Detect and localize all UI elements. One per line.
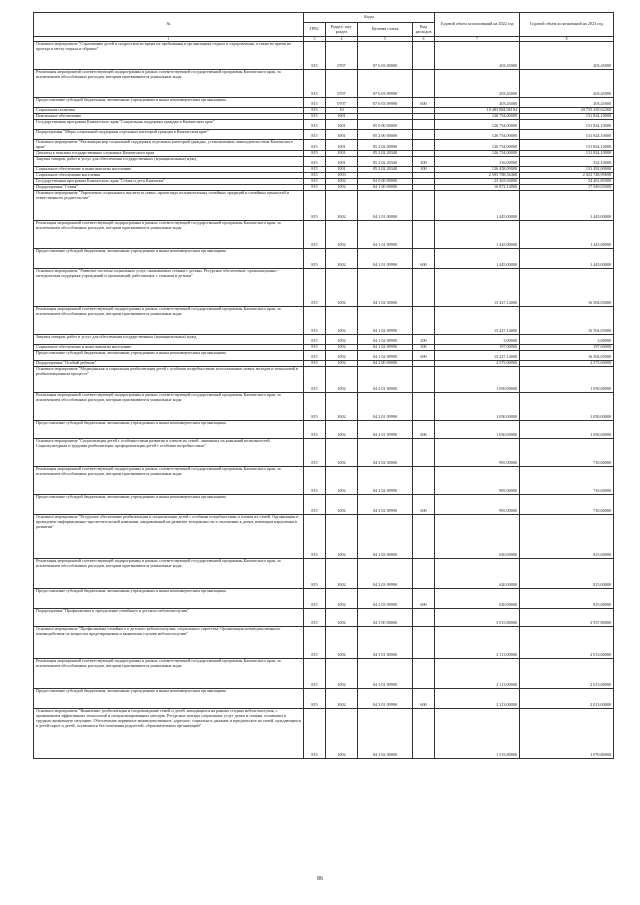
row-vr: 300	[413, 166, 435, 172]
row-vr: 600	[413, 350, 435, 360]
row-razdel: 1002	[326, 344, 358, 350]
row-csr: 04 2 03 09990	[358, 558, 413, 588]
table-row	[34, 438, 614, 466]
budget-table	[33, 12, 614, 759]
row-csr: 04 2 00 00000	[358, 360, 413, 366]
row-vr: 600	[413, 688, 435, 708]
row-grbs: 815	[304, 248, 326, 268]
row-grbs: 815	[304, 98, 326, 108]
header-grbs: ГРБС	[304, 23, 326, 37]
row-name: Предоставление субсидий бюджетным, автономным учреждениям и иным некоммерческим организациям	[34, 350, 304, 360]
row-amount-2023: 131 824,10000	[520, 114, 614, 120]
row-grbs: 815	[304, 708, 326, 758]
row-csr: 05 2 02 00000	[358, 140, 413, 151]
row-name: Государственная программа Камчатского края "Семья и дети Камчатки"	[34, 178, 304, 184]
row-grbs: 815	[304, 494, 326, 514]
row-grbs: 815	[304, 360, 326, 366]
row-amount-2022: 203,45000	[435, 42, 520, 70]
row-razdel: 1003	[326, 172, 358, 178]
row-name: Основное мероприятие "Ресурсное обеспечение реабилитации и социализации детей с особыми потребностями и членов их семей. Организация и проведение информационно-просветительской кампании, направленной на развитие толерантности к отношении к детям, имеющим нарушения в развитии"	[34, 514, 304, 558]
row-razdel: 1002	[326, 514, 358, 558]
row-vr	[413, 514, 435, 558]
row-amount-2023: 1 050,00000	[520, 392, 614, 420]
row-csr: 04 1 01 09990	[358, 248, 413, 268]
row-amount-2022: 1 050,00000	[435, 420, 520, 438]
page-number: 86	[317, 876, 323, 882]
row-grbs: 815	[304, 466, 326, 494]
row-name: Основное мероприятие "Страхование детей и подростков во время их пребывания в организациях отдыха и оздоровления, а также во время их проезда к месту отдыха и обратно"	[34, 42, 304, 70]
row-razdel: 1002	[326, 438, 358, 466]
row-amount-2022: 197,00000	[435, 344, 520, 350]
row-razdel: 10	[326, 108, 358, 114]
row-grbs: 815	[304, 514, 326, 558]
row-name: Реализация мероприятий соответствующей подпрограммы в рамках соответствующей государственной программы Камчатского края, за исключением обособленных расходов, которым присваиваются уникальные коды	[34, 466, 304, 494]
table-row	[34, 626, 614, 658]
row-grbs: 815	[304, 588, 326, 608]
row-name: Предоставление субсидий бюджетным, автономным учреждениям и иным некоммерческим организациям	[34, 420, 304, 438]
row-vr	[413, 466, 435, 494]
table-body	[34, 42, 614, 759]
row-grbs: 815	[304, 130, 326, 140]
row-name: Пенсионное обеспечение	[34, 114, 304, 120]
row-razdel: 1002	[326, 626, 358, 658]
row-name: Социальное обеспечение и иные выплаты населению	[34, 344, 304, 350]
row-amount-2023: 815,00000	[520, 558, 614, 588]
row-vr	[413, 438, 435, 466]
row-amount-2023: 332,10000	[520, 156, 614, 166]
row-grbs: 815	[304, 334, 326, 344]
table-row	[34, 558, 614, 588]
row-razdel: 1002	[326, 184, 358, 190]
row-amount-2023: 1 445,00000	[520, 220, 614, 248]
row-amount-2022: 126 754,00000	[435, 150, 520, 156]
row-grbs: 815	[304, 438, 326, 466]
row-grbs: 815	[304, 190, 326, 220]
row-razdel: 1002	[326, 178, 358, 184]
row-amount-2023: 16 304,05000	[520, 350, 614, 360]
row-csr: 07 6 03 09990	[358, 98, 413, 108]
row-razdel: 1002	[326, 558, 358, 588]
row-name: Реализация мероприятий соответствующей подпрограммы в рамках соответствующей государственной программы Камчатского края, за исключением обособленных расходов, которым присваиваются уникальные коды	[34, 220, 304, 248]
row-razdel: 1002	[326, 420, 358, 438]
row-amount-2022: 905,00000	[435, 438, 520, 466]
row-csr: 04 2 02 09990	[358, 466, 413, 494]
row-amount-2022: 3,00000	[435, 334, 520, 344]
row-name: Закупка товаров, работ и услуг для обеспечения государственных (муниципальных) нужд	[34, 334, 304, 344]
row-vr	[413, 268, 435, 306]
row-grbs: 815	[304, 42, 326, 70]
row-vr: 600	[413, 98, 435, 108]
row-csr: 04 1 01 09990	[358, 220, 413, 248]
row-name: Реализация мероприятий соответствующей подпрограммы в рамках соответствующей государственной программы Камчатского края, за исключением обособленных расходов, которым присваиваются уникальные коды	[34, 658, 304, 688]
row-name: Предоставление субсидий бюджетным, автономным учреждениям и иным некоммерческим организациям	[34, 588, 304, 608]
row-csr: 04 1 02 09990	[358, 306, 413, 334]
row-grbs: 815	[304, 658, 326, 688]
row-razdel: 1002	[326, 466, 358, 494]
row-amount-2022: 3 915,80000	[435, 608, 520, 626]
row-razdel: 1001	[326, 130, 358, 140]
index-cell: 7	[435, 37, 520, 42]
row-csr: 04 2 02 00000	[358, 438, 413, 466]
row-razdel: 1001	[326, 114, 358, 120]
row-grbs: 815	[304, 150, 326, 156]
table-header	[34, 13, 614, 42]
row-vr	[413, 558, 435, 588]
row-razdel: 1001	[326, 120, 358, 130]
row-amount-2022: 2 113,00000	[435, 658, 520, 688]
row-amount-2023: 203,45000	[520, 70, 614, 98]
row-name: Подпрограмма "Семья"	[34, 184, 304, 190]
row-csr: 04 3 01 00000	[358, 626, 413, 658]
row-name: Предоставление субсидий бюджетным, автономным учреждениям и иным некоммерческим организациям	[34, 494, 304, 514]
row-razdel: 1002	[326, 608, 358, 626]
row-vr	[413, 708, 435, 758]
table-row	[34, 708, 614, 758]
row-vr	[413, 130, 435, 140]
row-amount-2023: 710,00000	[520, 466, 614, 494]
row-amount-2022: 203,45000	[435, 98, 520, 108]
row-amount-2022: 1 050,00000	[435, 392, 520, 420]
row-name: Основное мероприятие "Профилактика семейного и детского неблагополучия, социального сиротства. Организация межведомственного взаимодействия по вопросам предотвращения и выявления случаев неблагополучия"	[34, 626, 304, 658]
row-grbs: 815	[304, 166, 326, 172]
row-amount-2022: 126 754,00000	[435, 114, 520, 120]
row-amount-2023: 710,00000	[520, 438, 614, 466]
row-name: Основное мероприятие "Реализация мер социальной поддержки отдельных категорий граждан, установленных законодательством Камчатского края"	[34, 140, 304, 151]
row-amount-2023: 203,45000	[520, 98, 614, 108]
row-vr	[413, 608, 435, 626]
row-razdel: 1002	[326, 392, 358, 420]
table-row	[34, 608, 614, 626]
table-row	[34, 306, 614, 334]
header-razdel: Раздел, под-раздел	[326, 23, 358, 37]
row-name: Закупка товаров, работ и услуг для обеспечения государственных (муниципальных) нужд	[34, 156, 304, 166]
row-vr: 600	[413, 494, 435, 514]
row-name: Основное мероприятие "Укрепление социального института семьи, пропаганда положительных семейных традиций и семейных ценностей и ответственного родительства"	[34, 190, 304, 220]
index-cell: 4	[326, 37, 358, 42]
row-amount-2022: 15 427,14000	[435, 306, 520, 334]
row-name: Реализация мероприятий соответствующей подпрограммы в рамках соответствующей государственной программы Камчатского края, за исключением обособленных расходов, которым присваиваются уникальные коды	[34, 392, 304, 420]
row-csr: 04 1 02 09990	[358, 344, 413, 350]
row-csr: 04 1 00 00000	[358, 184, 413, 190]
header-vr: Вид расходов	[413, 23, 435, 37]
row-amount-2023: 2 013,00000	[520, 626, 614, 658]
row-razdel: 1001	[326, 140, 358, 151]
table-row	[34, 588, 614, 608]
row-grbs: 815	[304, 108, 326, 114]
row-razdel: 1001	[326, 156, 358, 166]
row-grbs: 815	[304, 366, 326, 392]
table-row	[34, 658, 614, 688]
row-amount-2022: 203,45000	[435, 70, 520, 98]
table-row	[34, 156, 614, 166]
row-vr	[413, 366, 435, 392]
table-row	[34, 130, 614, 140]
row-grbs: 815	[304, 268, 326, 306]
row-amount-2023: 1 445,00000	[520, 190, 614, 220]
row-amount-2023: 3,00000	[520, 334, 614, 344]
row-amount-2023: 16 504,05000	[520, 306, 614, 334]
row-amount-2023: 815,00000	[520, 588, 614, 608]
row-grbs: 815	[304, 558, 326, 588]
row-amount-2023: 1 445,00000	[520, 248, 614, 268]
row-amount-2022: 1 515,80000	[435, 708, 520, 758]
row-amount-2023: 131 824,10000	[520, 140, 614, 151]
row-csr: 04 3 01 09990	[358, 658, 413, 688]
row-csr: 07 6 03 00000	[358, 42, 413, 70]
row-amount-2022: 1 445,00000	[435, 190, 520, 220]
row-name: Подпрограмма "Меры социальной поддержки отдельных категорий граждан в Камчатском крае"	[34, 130, 304, 140]
row-csr: 05 2 02 20340	[358, 166, 413, 172]
row-grbs: 815	[304, 608, 326, 626]
row-amount-2022: 2 113,00000	[435, 688, 520, 708]
table-row	[34, 98, 614, 108]
table-row	[34, 220, 614, 248]
row-csr: 04 2 02 09990	[358, 494, 413, 514]
row-name: Реализация мероприятий соответствующей подпрограммы в рамках соответствующей государственной программы Камчатского края, за исключением обособленных расходов, которым присваиваются уникальные коды	[34, 306, 304, 334]
row-grbs: 815	[304, 156, 326, 166]
row-csr: 04 2 03 00000	[358, 514, 413, 558]
row-amount-2022: 905,00000	[435, 466, 520, 494]
row-amount-2023: 2 575,00000	[520, 360, 614, 366]
row-razdel: 1002	[326, 220, 358, 248]
row-grbs: 815	[304, 184, 326, 190]
header-codes: Коды	[304, 13, 435, 23]
row-razdel: 1002	[326, 708, 358, 758]
row-amount-2022: 126 754,00000	[435, 130, 520, 140]
table-row	[34, 466, 614, 494]
row-grbs: 815	[304, 306, 326, 334]
row-amount-2023: 1 050,00000	[520, 420, 614, 438]
row-razdel: 1001	[326, 166, 358, 172]
row-amount-2022: 2 113,00000	[435, 626, 520, 658]
row-amount-2022: 620,00000	[435, 588, 520, 608]
row-amount-2023: 24 461,85000	[520, 178, 614, 184]
row-amount-2022: 620,00000	[435, 558, 520, 588]
row-amount-2023: 2 013,00000	[520, 688, 614, 708]
row-amount-2022: 10 483 884,96194	[435, 108, 520, 114]
table-row	[34, 688, 614, 708]
table-row	[34, 140, 614, 151]
table-row	[34, 334, 614, 344]
row-amount-2022: 126 438,00000	[435, 166, 520, 172]
row-csr: 04 2 01 00000	[358, 366, 413, 392]
row-amount-2022: 2 585 788,56468	[435, 172, 520, 178]
row-razdel: 1002	[326, 248, 358, 268]
row-grbs: 815	[304, 220, 326, 248]
row-csr: 04 3 01 09990	[358, 688, 413, 708]
row-amount-2023: 131 824,10000	[520, 120, 614, 130]
row-vr	[413, 140, 435, 151]
row-vr: 600	[413, 420, 435, 438]
row-name: Доплаты к пенсиям государственных служащих Камчатского края	[34, 150, 304, 156]
row-csr: 04 2 01 09990	[358, 420, 413, 438]
table-row	[34, 42, 614, 70]
row-amount-2022: 126 754,00000	[435, 140, 520, 151]
row-razdel: 1001	[326, 150, 358, 156]
row-amount-2022: 316,00000	[435, 156, 520, 166]
row-amount-2023: 131 492,00000	[520, 166, 614, 172]
row-vr: 300	[413, 344, 435, 350]
row-grbs: 815	[304, 114, 326, 120]
row-amount-2022: 16 872,14000	[435, 184, 520, 190]
row-grbs: 815	[304, 420, 326, 438]
row-amount-2023: 3 937,80000	[520, 608, 614, 626]
row-razdel: 1002	[326, 306, 358, 334]
row-amount-2023: 131 824,10000	[520, 130, 614, 140]
row-vr	[413, 306, 435, 334]
row-razdel: 1002	[326, 688, 358, 708]
index-cell: 6	[413, 37, 435, 42]
row-grbs: 815	[304, 350, 326, 360]
row-csr: 04 1 02 00000	[358, 268, 413, 306]
row-name: Предоставление субсидий бюджетным, автономным учреждениям и иным некоммерческим организациям	[34, 98, 304, 108]
header-year-2023: Годовой объем ассигнований на 2023 год	[520, 13, 614, 37]
row-razdel: 1002	[326, 334, 358, 344]
row-csr: 04 1 02 09990	[358, 334, 413, 344]
row-csr: 04 0 00 00000	[358, 178, 413, 184]
table-row	[34, 494, 614, 514]
row-vr: 600	[413, 588, 435, 608]
row-amount-2023: 815,00000	[520, 514, 614, 558]
row-csr: 05 0 00 00000	[358, 120, 413, 130]
row-csr: 04 1 02 09990	[358, 350, 413, 360]
row-vr	[413, 626, 435, 658]
row-razdel: 1002	[326, 190, 358, 220]
row-amount-2022: 126 754,00000	[435, 120, 520, 130]
row-vr	[413, 42, 435, 70]
row-amount-2023: 131 824,10000	[520, 150, 614, 156]
row-amount-2022: 1 445,00000	[435, 220, 520, 248]
row-amount-2023: 16 504,05000	[520, 268, 614, 306]
header-year-2022: Годовой объем ассигнований на 2022 год	[435, 13, 520, 37]
row-razdel: 0707	[326, 98, 358, 108]
row-amount-2023: 197,00000	[520, 344, 614, 350]
table-row	[34, 420, 614, 438]
row-amount-2022: 905,00000	[435, 494, 520, 514]
row-grbs: 815	[304, 140, 326, 151]
row-csr: 04 3 02 00000	[358, 708, 413, 758]
row-vr	[413, 392, 435, 420]
header-num: №	[34, 13, 304, 37]
row-grbs: 815	[304, 392, 326, 420]
row-vr	[413, 70, 435, 98]
row-name: Реализация мероприятий соответствующей подпрограммы в рамках соответствующей государственной программы Камчатского края, за исключением обособленных расходов, которым присваиваются уникальные коды	[34, 70, 304, 98]
row-name: Социальная политика	[34, 108, 304, 114]
row-name: Социальное обеспечение населения	[34, 172, 304, 178]
row-grbs: 815	[304, 626, 326, 658]
index-cell: 5	[358, 37, 413, 42]
row-name: Предоставление субсидий бюджетным, автономным учреждениям и иным некоммерческим организациям	[34, 248, 304, 268]
table-row	[34, 268, 614, 306]
row-amount-2023: 1 070,80000	[520, 708, 614, 758]
table-row	[34, 366, 614, 392]
row-vr: 200	[413, 334, 435, 344]
index-cell: 3	[304, 37, 326, 42]
row-amount-2022: 15 427,14000	[435, 268, 520, 306]
index-cell: 1	[34, 37, 304, 42]
row-amount-2022: 23 363,94000	[435, 178, 520, 184]
row-csr: 04 2 01 09990	[358, 392, 413, 420]
table-row	[34, 70, 614, 98]
index-cell: 8	[520, 37, 614, 42]
row-name: Государственная программа Камчатского края "Социальная поддержка граждан в Камчатском крае"	[34, 120, 304, 130]
table-row	[34, 514, 614, 558]
row-name: Основное мероприятие "Социализация детей с особенностями развития и членов их семей, лишенных их кампаний возможностей. Социокультурная и трудовая реабилитация, профориентация детей с особыми потребностями"	[34, 438, 304, 466]
row-razdel: 0707	[326, 70, 358, 98]
row-amount-2023: 17 949,05000	[520, 184, 614, 190]
row-amount-2022: 620,00000	[435, 514, 520, 558]
table-row	[34, 392, 614, 420]
row-vr: 600	[413, 248, 435, 268]
row-razdel: 1002	[326, 360, 358, 366]
row-csr: 05 2 00 00000	[358, 130, 413, 140]
row-razdel: 1002	[326, 588, 358, 608]
row-name: Предоставление субсидий бюджетным, автономным учреждениям и иным некоммерческим организациям	[34, 688, 304, 708]
row-amount-2023: 203,45000	[520, 42, 614, 70]
row-grbs: 815	[304, 172, 326, 178]
row-name: Социальное обеспечение и иные выплаты населению	[34, 166, 304, 172]
row-csr: 04 3 00 00000	[358, 608, 413, 626]
row-amount-2022: 15 227,14000	[435, 350, 520, 360]
row-amount-2022: 1 445,00000	[435, 248, 520, 268]
row-razdel: 1002	[326, 350, 358, 360]
table-row	[34, 350, 614, 360]
row-razdel: 1002	[326, 658, 358, 688]
row-amount-2023: 1 050,00000	[520, 366, 614, 392]
row-amount-2023: 20 735 259,62268	[520, 108, 614, 114]
table-row	[34, 190, 614, 220]
row-grbs: 815	[304, 344, 326, 350]
row-vr	[413, 190, 435, 220]
row-razdel: 1002	[326, 494, 358, 514]
row-name: Основное мероприятие "Выявление, реабилитация и сопровождение семей и детей, находящихся на ранних стадиях неблагополучия, с применением эффективных технологий и специализированных методик. Ресурсные центры социальных услуг детям и семьям, попавшим в трудную жизненную ситуацию. Обеспечение первичное межведомственное, адресное, социальное дыхание и юридическое на семей, нуждающихся в детей-сирот и детей, оставшихся без попечения родителей, образовательных организаций"	[34, 708, 304, 758]
row-name: Подпрограмма "Профилактика и преодоление семейного и детского неблагополучия"	[34, 608, 304, 626]
row-grbs: 815	[304, 688, 326, 708]
row-amount-2023: 2 023 748,99698	[520, 172, 614, 178]
row-vr: 200	[413, 156, 435, 166]
table-row	[34, 120, 614, 130]
table-row	[34, 248, 614, 268]
row-name: Основное мероприятие "Медицинская и социальная реабилитация детей с особыми потребностями, использование новых методов и технологий в реабилитационном процессе"	[34, 366, 304, 392]
row-name: Реализация мероприятий соответствующей подпрограммы в рамках соответствующей государственной программы Камчатского края, за исключением обособленных расходов, которым присваиваются уникальные коды	[34, 558, 304, 588]
row-csr: 05 2 02 20340	[358, 150, 413, 156]
row-vr	[413, 220, 435, 248]
row-vr	[413, 120, 435, 130]
header-csr: Целевая статья	[358, 23, 413, 37]
row-razdel: 1002	[326, 366, 358, 392]
row-vr	[413, 658, 435, 688]
row-razdel: 1002	[326, 268, 358, 306]
row-name: Основное мероприятие "Развитие системы социальных услуг, оказываемых семьям с детьми. Ресурсное обеспечение, организационно-методическая поддержка учреждений и организаций, работающих с семьями и детьми"	[34, 268, 304, 306]
row-name: Подпрограмма "Особый ребенок"	[34, 360, 304, 366]
row-csr: 04 2 03 09990	[358, 588, 413, 608]
row-grbs: 815	[304, 120, 326, 130]
row-csr: 04 1 01 00000	[358, 190, 413, 220]
row-csr: 07 6 03 09990	[358, 70, 413, 98]
row-amount-2022: 1 050,00000	[435, 366, 520, 392]
row-grbs: 815	[304, 178, 326, 184]
row-amount-2022: 2 575,00000	[435, 360, 520, 366]
row-razdel: 0707	[326, 42, 358, 70]
row-amount-2023: 2 013,00000	[520, 658, 614, 688]
row-csr: 05 2 02 20340	[358, 156, 413, 166]
row-grbs: 815	[304, 70, 326, 98]
row-amount-2023: 710,00000	[520, 494, 614, 514]
